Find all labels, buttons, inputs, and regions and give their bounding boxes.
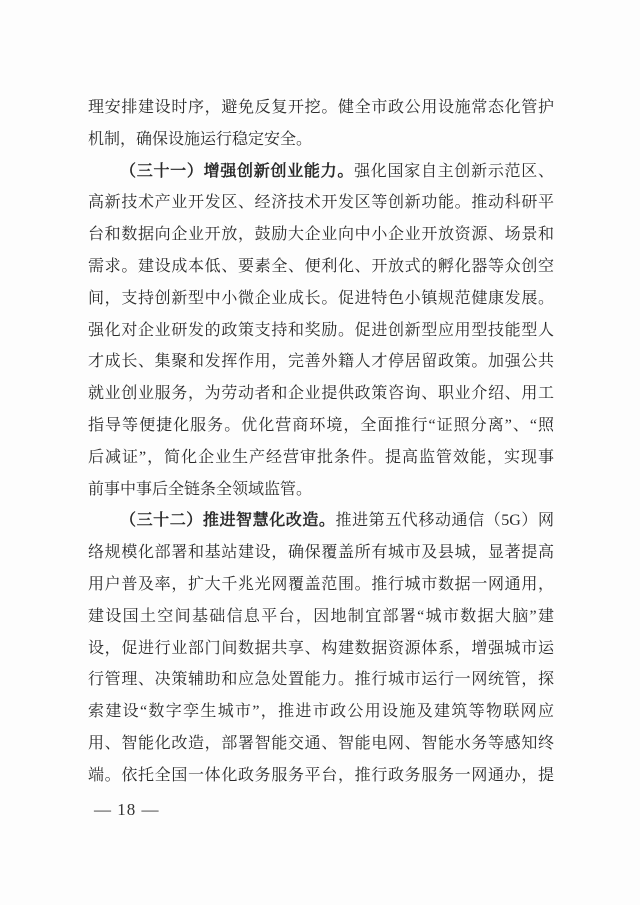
body-text-line: 前事中事后全链条全领域监管。 <box>88 480 313 498</box>
body-text-line: 索建设“数字孪生城市”，推进市政公用设施及建筑等物联网应 <box>88 703 554 721</box>
body-text-line: 台和数据向企业开放，鼓励大企业向中小企业开放资源、场景和 <box>88 226 554 244</box>
section-heading: （三十一）增强创新创业能力。 <box>120 162 355 180</box>
body-text-line: 就业创业服务，为劳动者和企业提供政策咨询、职业介绍、用工 <box>88 385 554 403</box>
body-text-line: 用、智能化改造，部署智能交通、智能电网、智能水务等感知终 <box>88 734 554 752</box>
body-text-line: 高新技术产业开发区、经济技术开发区等创新功能。推动科研平 <box>88 194 554 212</box>
body-text-line: 行管理、决策辅助和应急处置能力。推行城市运行一网统管，探 <box>88 671 554 689</box>
paragraph-first-line: （三十二）推进智慧化改造。推进第五代移动通信（5G）网 <box>120 512 554 530</box>
body-text-line: 建设国土空间基础信息平台，因地制宜部署“城市数据大脑”建 <box>88 607 554 625</box>
page-number: — 18 — <box>94 800 160 819</box>
body-text-line: 用户普及率，扩大千兆光网覆盖范围。推行城市数据一网通用， <box>88 575 554 593</box>
page-body-text <box>88 92 554 792</box>
section-heading: （三十二）推进智慧化改造。 <box>120 512 336 530</box>
body-text-line: 后减证”，简化企业生产经营审批条件。提高监管效能，实现事 <box>88 448 554 466</box>
body-text-line: 需求。建设成本低、要素全、便利化、开放式的孵化器等众创空 <box>88 257 554 275</box>
body-text-line: 强化对企业研发的政策支持和奖励。促进创新型应用型技能型人 <box>88 321 554 339</box>
body-text-line: 间，支持创新型中小微企业成长。促进特色小镇规范健康发展。 <box>88 289 554 307</box>
body-text-line: 络规模化部署和基站建设，确保覆盖所有城市及县城，显著提高 <box>88 544 554 562</box>
body-text-line: 设，促进行业部门间数据共享、构建数据资源体系，增强城市运 <box>88 639 554 657</box>
paragraph-first-line: （三十一）增强创新创业能力。强化国家自主创新示范区、 <box>120 162 554 180</box>
body-text-line: 理安排建设时序，避免反复开挖。健全市政公用设施常态化管护 <box>88 99 554 116</box>
body-text-line: 机制，确保设施运行稳定安全。 <box>88 130 313 148</box>
body-text-line: 才成长、集聚和发挥作用，完善外籍人才停居留政策。加强公共 <box>88 353 554 371</box>
body-text-line: 端。依托全国一体化政务服务平台，推行政务服务一网通办，提 <box>88 766 554 784</box>
body-text-line: 指导等便捷化服务。优化营商环境，全面推行“证照分离”、“照 <box>88 416 554 434</box>
